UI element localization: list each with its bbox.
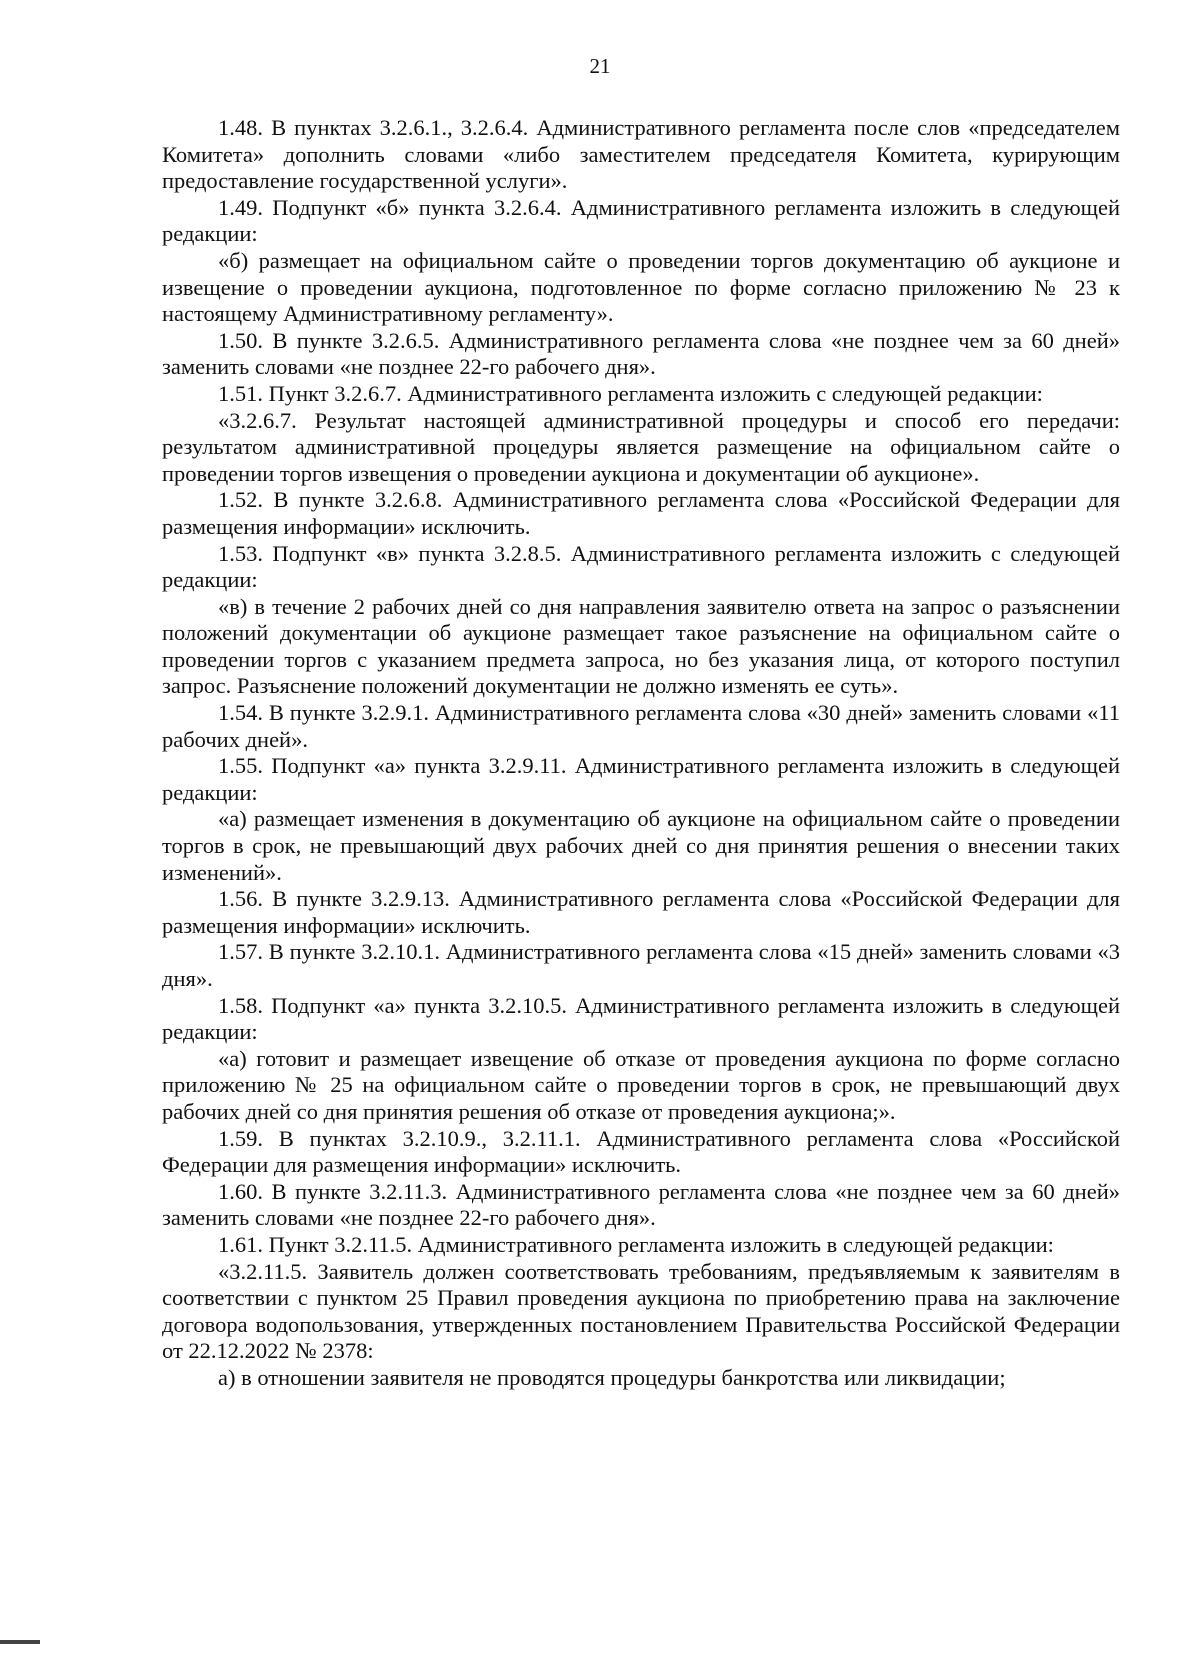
paragraph-1-52: 1.52. В пункте 3.2.6.8. Административного регламента слова «Российской Федерации для размещения информации» исключить. [162,487,1120,539]
paragraph-1-49-text: «б) размещает на официальном сайте о проведении торгов документацию об аукционе и извещение о проведении аукциона, подготовленное по форме согласно приложению № 23 к настоящему Административному регламенту». [162,247,1120,327]
scan-edge-mark [0,1640,40,1644]
paragraph-1-53: 1.53. Подпункт «в» пункта 3.2.8.5. Административного регламента изложить с следующей редакции: [162,540,1120,593]
paragraph-1-61-text: «3.2.11.5. Заявитель должен соответствовать требованиям, предъявляемым к заявителям в соответствии с пунктом 25 Правил проведения аукциона по приобретению права на заключение договора водопользования, утвержденных постановлением Правительства Российской Федерации от 22.12.2022 № 2378: [162,1258,1120,1364]
paragraph-1-49: 1.49. Подпункт «б» пункта 3.2.6.4. Административного регламента изложить в следующей редакции: [162,194,1120,247]
paragraph-1-55-text: «а) размещает изменения в документацию об аукционе на официальном сайте о проведении торгов в срок, не превышающий двух рабочих дней со дня принятия решения о внесении таких изменений». [162,806,1120,885]
paragraph-1-61: 1.61. Пункт 3.2.11.5. Административного регламента изложить в следующей редакции: [218,1231,1054,1257]
paragraph-1-61-item-a: а) в отношении заявителя не проводятся процедуры банкротства или ликвидации; [218,1364,1006,1390]
paragraph-1-60: 1.60. В пункте 3.2.11.3. Административного регламента слова «не позднее чем за 60 дней» заменить словами «не позднее 22-го рабочего дня». [162,1178,1120,1231]
paragraph-1-51: 1.51. Пункт 3.2.6.7. Административного регламента изложить с следующей редакции: [218,380,1043,406]
paragraph-1-51-text: «3.2.6.7. Результат настоящей административной процедуры и способ его передачи: результатом административной процедуры является размещение на официальном сайте о проведении торгов извещения о проведении аукциона и документации об аукционе». [162,407,1120,486]
paragraph-1-55: 1.55. Подпункт «а» пункта 3.2.9.11. Административного регламента изложить в следующей редакции: [162,753,1120,805]
paragraph-1-56: 1.56. В пункте 3.2.9.13. Административного регламента слова «Российской Федерации для размещения информации» исключить. [162,886,1120,938]
paragraph-1-53-text: «в) в течение 2 рабочих дней со дня направления заявителю ответа на запрос о разъяснении положений документации об аукционе размещает такое разъяснение на официальном сайте о проведении торгов с указанием предмета запроса, но без указания лица, от которого поступил запрос. Разъяснение положений документации не должно изменять ее суть». [162,593,1120,699]
document-body [162,115,1120,1392]
paragraph-1-57: 1.57. В пункте 3.2.10.1. Административного регламента слова «15 дней» заменить словами «3 дня». [162,939,1120,991]
paragraph-1-59: 1.59. В пунктах 3.2.10.9., 3.2.11.1. Административного регламента слова «Российской Федерации для размещения информации» исключить. [162,1125,1120,1178]
paragraph-1-58: 1.58. Подпункт «а» пункта 3.2.10.5. Административного регламента изложить в следующей редакции: [162,992,1120,1045]
page-number: 21 [589,54,611,78]
paragraph-1-58-text: «а) готовит и размещает извещение об отказе от проведения аукциона по форме согласно приложению № 25 на официальном сайте о проведении торгов в срок, не превышающий двух рабочих дней со дня принятия решения об отказе от проведения аукциона;». [162,1045,1120,1124]
paragraph-1-50: 1.50. В пункте 3.2.6.5. Административного регламента слова «не позднее чем за 60 дней» заменить словами «не позднее 22-го рабочего дня». [162,327,1120,380]
paragraph-1-48: 1.48. В пунктах 3.2.6.1., 3.2.6.4. Административного регламента после слов «председателем Комитета» дополнить словами «либо заместителем председателя Комитета, курирующим предоставление государственной услуги». [162,115,1120,194]
paragraph-1-54: 1.54. В пункте 3.2.9.1. Административного регламента слова «30 дней» заменить словами «11 рабочих дней». [162,700,1120,752]
